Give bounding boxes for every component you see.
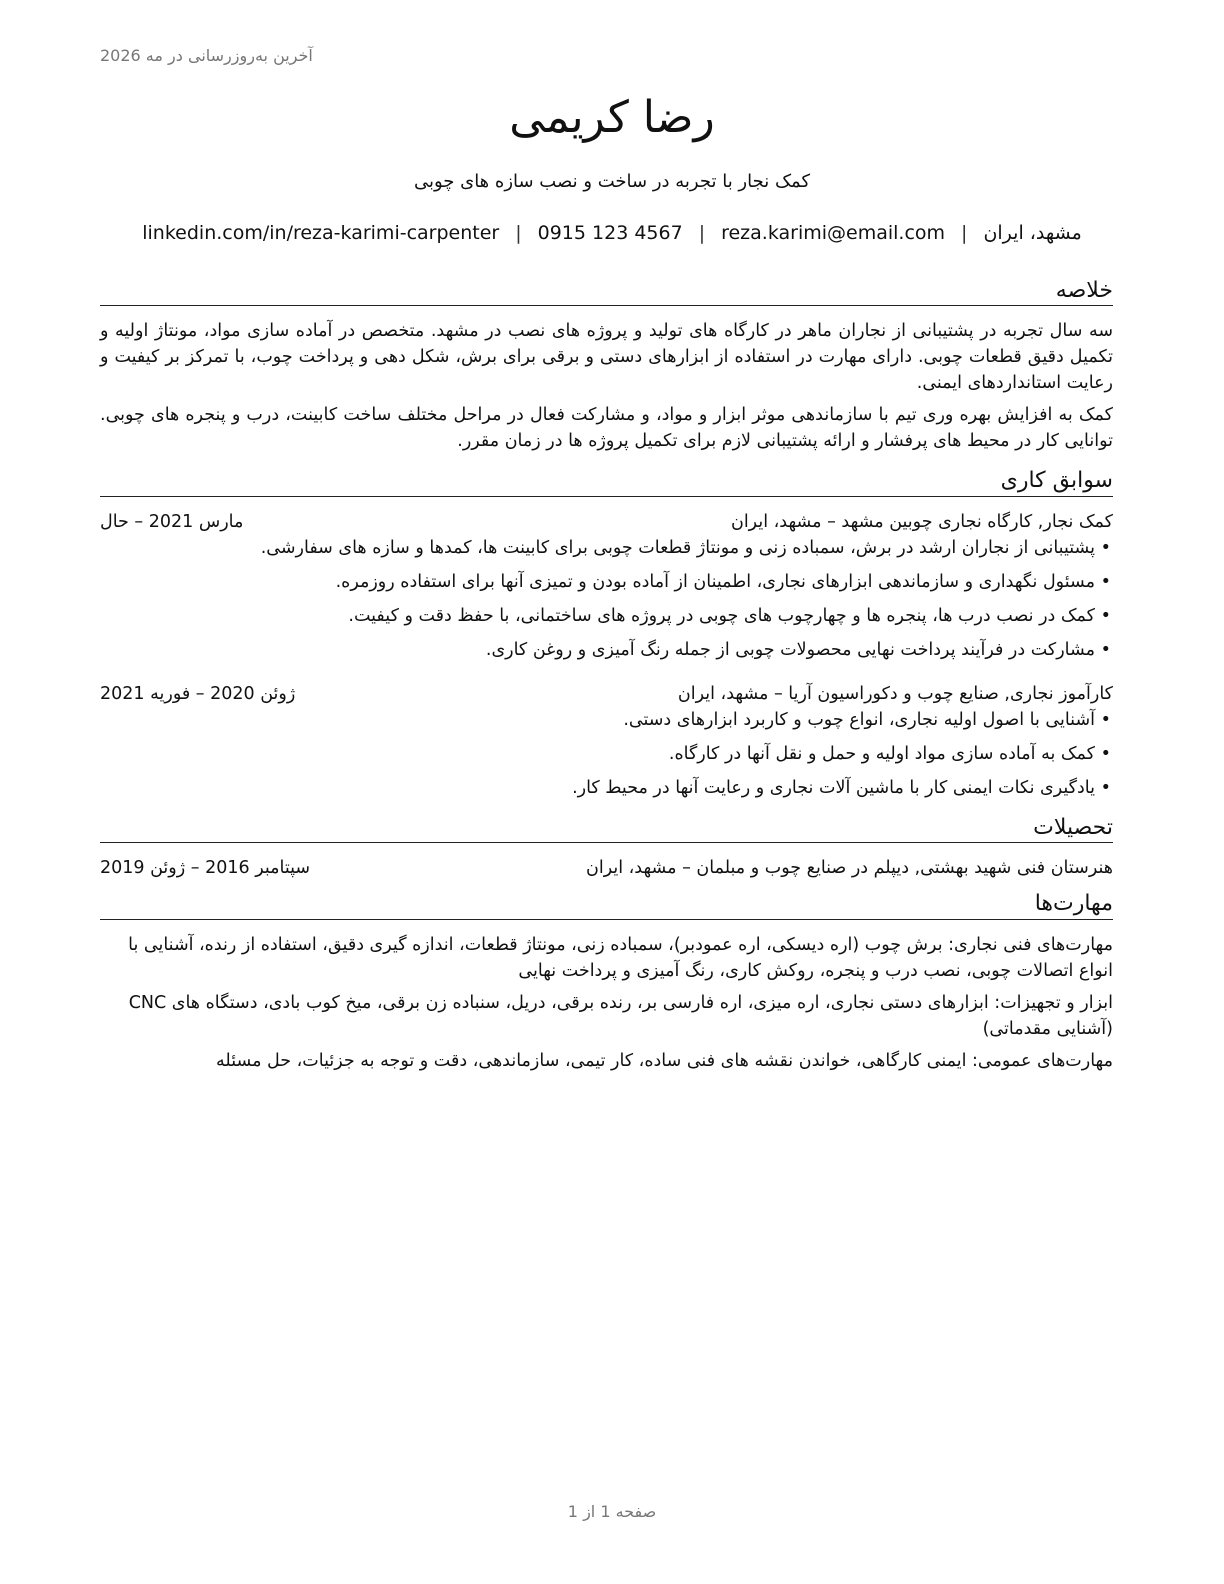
contact-email[interactable]: reza.karimi@email.com (721, 222, 946, 244)
candidate-headline: کمک نجار با تجربه در ساخت و نصب سازه های چوبی (413, 171, 811, 192)
summary-paragraph: سه سال تجربه در پشتیبانی از نجاران ماهر در کارگاه های تولید و پروژه های نصب در مشهد. متخصص در آماده سازی مواد، مونتاژ اولیه و تکمیل دقیق قطعات چوبی. دارای مهارت در استفاده از ابزارهای دستی و برقی برای برش، شکل دهی و پرداخت چوب، با تمرکز بر کیفیت و رعایت استانداردهای ایمنی. (100, 321, 1113, 394)
summary-paragraph: کمک به افزایش بهره وری تیم با سازماندهی موثر ابزار و مواد، و مشارکت فعال در مراحل مختلف ساخت کابینت، درب و پنجره های چوبی. توانایی کار در محیط های پرفشار و ارائه پشتیبانی لازم برای تکمیل پروژه ها در زمان مقرر. (100, 405, 1113, 452)
contact-line (100, 222, 1124, 244)
education-heading: تحصیلات (100, 815, 1113, 843)
education-section (100, 815, 1113, 881)
skill-line: مهارت‌های عمومی: ایمنی کارگاهی، خواندن نقشه های فنی ساده، کار تیمی، سازماندهی، دقت و توجه به جزئیات، حل مسئله (216, 1050, 1113, 1071)
job-title: کمک نجار, کارگاه نجاری چوبین مشهد – مشهد، ایران (730, 511, 1113, 532)
last-updated-note: آخرین به‌روزرسانی در مه 2026 (100, 46, 313, 65)
job-entry (100, 509, 1113, 663)
contact-location: مشهد، ایران (983, 222, 1082, 244)
skill-line: ابزار و تجهیزات: ابزارهای دستی نجاری، اره میزی، اره فارسی بر، رنده برقی، دریل، سنباده زن برقی، میخ کوب بادی، دستگاه های CNC (آشنایی مقدماتی) (128, 992, 1113, 1039)
education-dates: سپتامبر 2016 – ژوئن 2019 (100, 858, 311, 879)
education-title: هنرستان فنی شهید بهشتی, دیپلم در صنایع چوب و مبلمان – مشهد، ایران (585, 858, 1113, 879)
skills-heading: مهارت‌ها (100, 891, 1113, 919)
contact-phone[interactable]: 0915 123 4567 (537, 222, 683, 244)
job-dates: مارس 2021 – حال (100, 511, 244, 532)
job-bullet: • یادگیری نکات ایمنی کار با ماشین آلات نجاری و رعایت آنها در محیط کار. (100, 775, 1113, 801)
contact-linkedin[interactable]: linkedin.com/in/reza-karimi-carpenter (142, 222, 500, 244)
contact-separator: | (515, 222, 522, 244)
skill-line: مهارت‌های فنی نجاری: برش چوب (اره دیسکی، اره عمودبر)، سمباده زنی، مونتاژ قطعات، اندازه گیری دقیق، استفاده از رنده، آشنایی با انواع اتصالات چوبی، نصب درب و پنجره، روکش کاری، رنگ آمیزی و پرداخت نهایی (128, 934, 1113, 981)
job-bullet: • آشنایی با اصول اولیه نجاری، انواع چوب و کاربرد ابزارهای دستی. (100, 707, 1113, 733)
job-bullet: • کمک به آماده سازی مواد اولیه و حمل و نقل آنها در کارگاه. (100, 741, 1113, 767)
job-header (100, 509, 1113, 535)
page-number: صفحه 1 از 1 (567, 1502, 657, 1521)
job-bullets (100, 707, 1113, 801)
job-header (100, 681, 1113, 707)
job-title: کارآموز نجاری, صنایع چوب و دکوراسیون آریا – مشهد، ایران (677, 683, 1113, 704)
skills-section (100, 891, 1113, 1073)
job-entry (100, 681, 1113, 801)
job-bullet: • کمک در نصب درب ها، پنجره ها و چهارچوب های چوبی در پروژه های ساختمانی، با حفظ دقت و کیفیت. (100, 603, 1113, 629)
job-bullet: • مسئول نگهداری و سازماندهی ابزارهای نجاری، اطمینان از آماده بودن و تمیزی آنها برای استفاده روزمره. (100, 569, 1113, 595)
job-bullets (100, 535, 1113, 663)
contact-separator: | (698, 222, 706, 244)
resume-content (100, 278, 1113, 1080)
experience-heading: سوابق کاری (100, 468, 1113, 496)
job-dates: ژوئن 2020 – فوریه 2021 (100, 683, 296, 704)
contact-separator: | (961, 222, 968, 244)
summary-section (100, 278, 1113, 454)
education-entry (100, 855, 1113, 881)
summary-heading: خلاصه (100, 278, 1113, 306)
job-bullet: • پشتیبانی از نجاران ارشد در برش، سمباده زنی و مونتاژ قطعات چوبی برای کابینت ها، کمدها و سازه های سفارشی. (100, 535, 1113, 561)
candidate-name: رضا کریمی (509, 92, 715, 143)
experience-section (100, 468, 1113, 800)
job-bullet: • مشارکت در فرآیند پرداخت نهایی محصولات چوبی از جمله رنگ آمیزی و روغن کاری. (100, 637, 1113, 663)
